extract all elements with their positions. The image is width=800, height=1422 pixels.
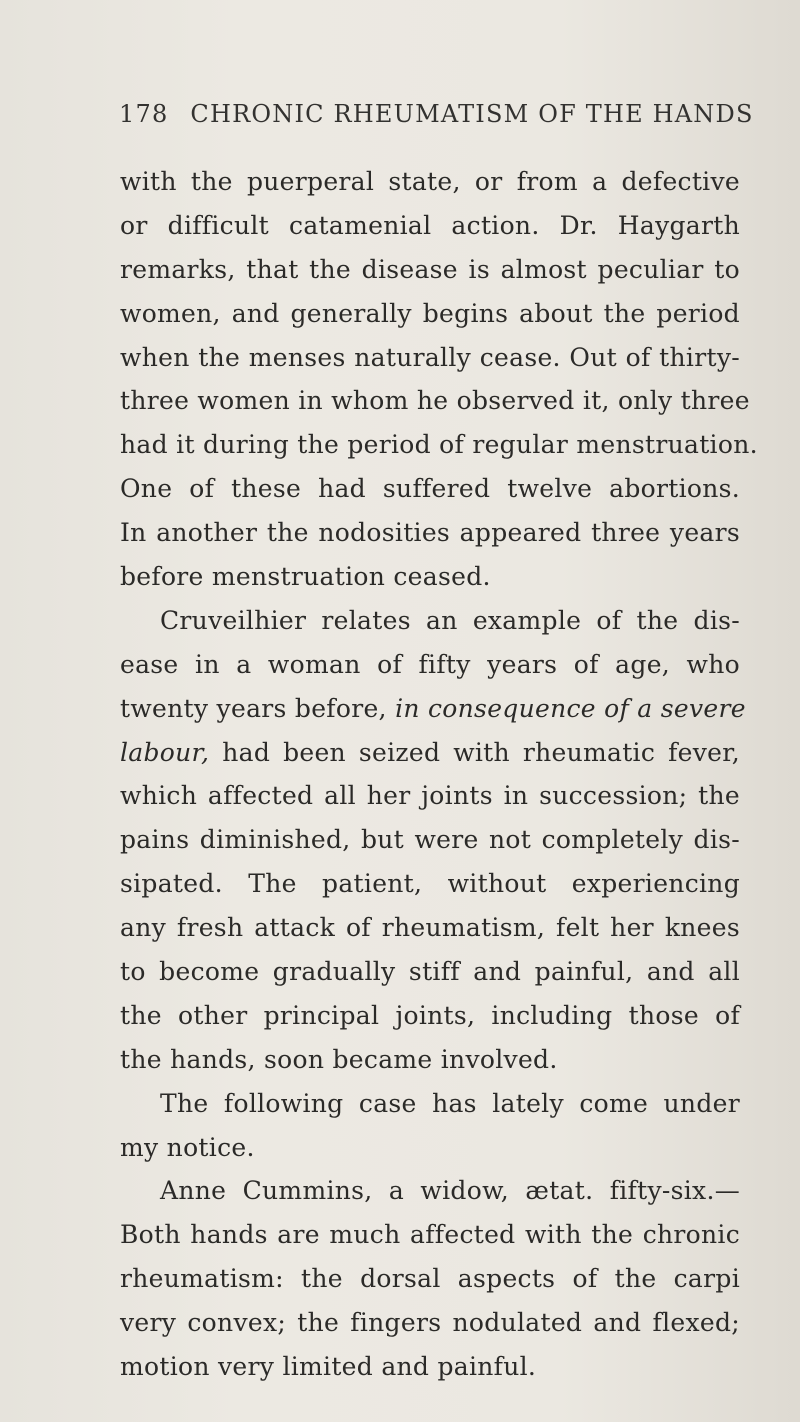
text-line: which affected all her joints in succession; the [120,781,740,811]
text-line: had it during the period of regular menstruation. [120,430,758,460]
text-run: twenty years before, [120,693,396,723]
text-line: The following case has lately come under [160,1088,740,1118]
text-line: sipated. The patient, without experiencing [120,869,740,899]
text-line: when the menses naturally cease. Out of thirty- [120,342,740,372]
text-line: One of these had suffered twelve abortions. [120,474,740,504]
page-number: 178 [119,100,169,128]
running-header [119,100,754,128]
text-line [120,687,746,731]
text-line: the other principal joints, including those of [120,1000,740,1030]
text-line: Both hands are much affected with the chronic [120,1220,740,1250]
body-text [120,160,758,1389]
italic-run: in consequence of a severe [395,693,746,723]
text-line: before menstruation ceased. [120,562,491,592]
text-line: In another the nodosities appeared three years [120,518,740,548]
text-line: with the puerperal state, or from a defective [120,167,740,196]
text-line: women, and generally begins about the period [120,298,740,328]
text-line [120,731,740,775]
text-line: or difficult catamenial action. Dr. Haygarth [120,210,740,240]
text-line: Anne Cummins, a widow, ætat. fifty-six.— [160,1176,740,1206]
running-title: CHRONIC RHEUMATISM OF THE HANDS [190,100,754,128]
text-line: the hands, soon became involved. [120,1044,558,1074]
italic-run: labour, [120,737,210,767]
text-line: any fresh attack of rheumatism, felt her knees [120,913,740,943]
text-line: rheumatism: the dorsal aspects of the carpi [120,1264,740,1294]
text-line: ease in a woman of fifty years of age, who [120,649,740,679]
text-line: motion very limited and painful. [120,1352,537,1382]
text-line: remarks, that the disease is almost peculiar to [120,254,740,284]
text-run: had been seized with rheumatic fever, [209,737,740,767]
text-line: Cruveilhier relates an example of the dis- [160,605,740,635]
text-line: very convex; the fingers nodulated and flexed; [120,1308,740,1338]
text-line: to become gradually stiff and painful, and all [120,957,740,987]
text-line: three women in whom he observed it, only three [120,386,750,416]
text-line: my notice. [120,1132,255,1162]
text-line: pains diminished, but were not completely dis- [120,825,740,855]
